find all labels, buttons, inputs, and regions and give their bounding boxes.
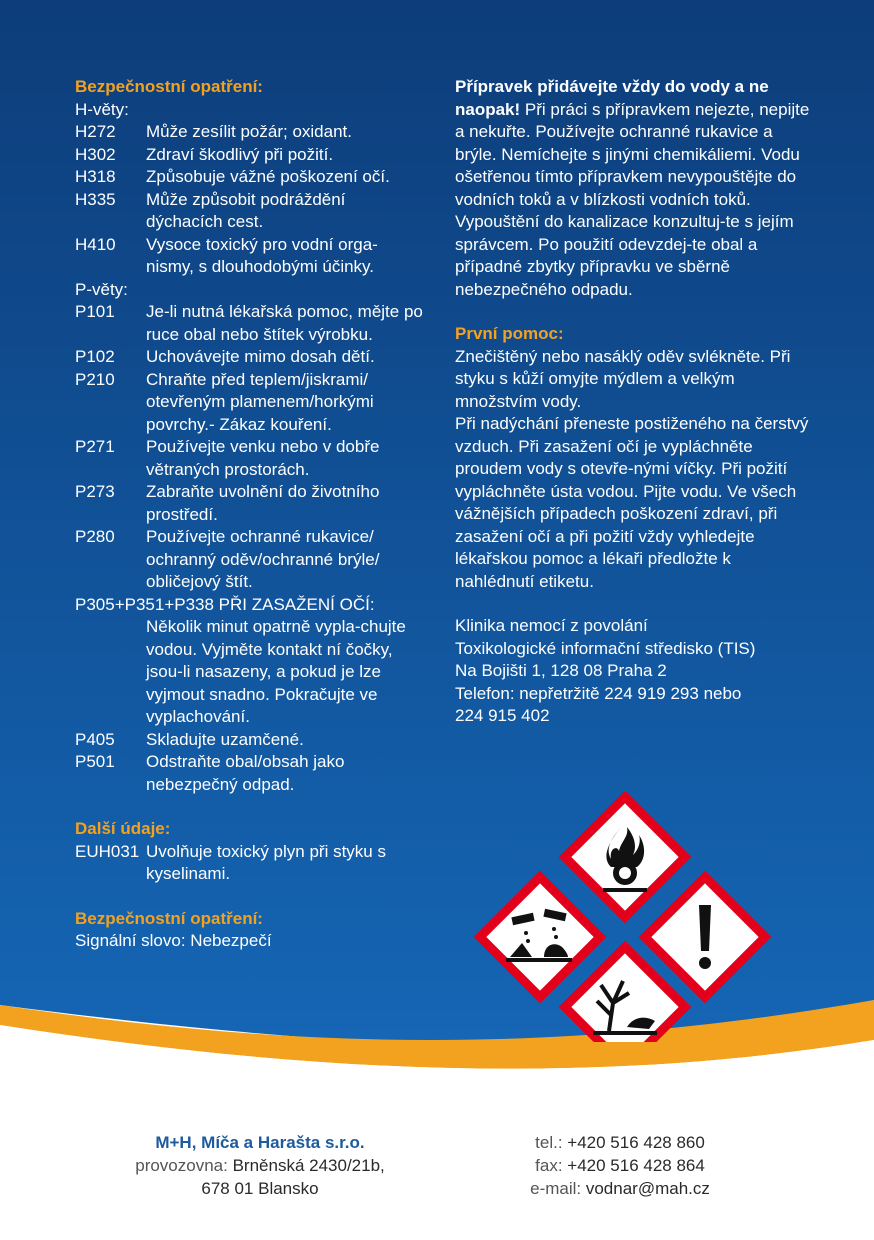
p-text: Uchovávejte mimo dosah dětí.	[146, 347, 375, 366]
p-statement	[75, 526, 425, 594]
p-statement	[75, 369, 425, 437]
company-name: M+H, Míča a Harašta s.r.o.	[155, 1133, 365, 1152]
p-code: P102	[75, 347, 115, 366]
other-info-heading: Další údaje:	[75, 819, 171, 838]
p-code: P280	[75, 527, 115, 546]
address-value: Brněnská 2430/21b,	[232, 1156, 385, 1175]
ghs-pictograms	[470, 792, 820, 1042]
h-code: H272	[75, 122, 116, 141]
p-text: Skladujte uzamčené.	[146, 729, 304, 749]
h-statement	[75, 166, 425, 189]
fax-value: +420 516 428 864	[567, 1156, 705, 1175]
h-text: Zdraví škodlivý při požití.	[146, 144, 334, 164]
intro-bold: Přípravek přidávejte vždy do vody a ne naopak!	[455, 77, 769, 119]
h-code: H318	[75, 167, 116, 186]
h-text: Způsobuje vážné poškození očí.	[146, 167, 390, 186]
h-label: H-věty:	[75, 99, 129, 119]
email-label: e-mail:	[530, 1179, 586, 1198]
h-text: Vysoce toxický pro vodní orga-nismy, s dlouhodobými účinky.	[146, 234, 378, 276]
p-text: Používejte ochranné rukavice/ ochranný oděv/ochranné brýle/ obličejový štít.	[146, 527, 380, 591]
tel-value[interactable]: +420 516 428 860	[567, 1133, 705, 1152]
first-aid-paragraph-1: Znečištěný nebo nasáklý oděv svlékněte. Při styku s kůží omyjte mýdlem a velkým množstvím vody.	[455, 346, 791, 411]
clinic-contact	[455, 615, 815, 728]
first-aid-paragraph-2: Při nadýchání přeneste postiženého na čerstvý vzduch. Při zasažení očí je vypláchněte proudem vody s otevře-nými víčky. Při požití vypláchněte ústa vodou. Pijte vodu. Ve všech vážnějších případech poškození zdraví, při zasažení očí a při požití vždy vyhledejte lékařskou pomoc a lékaři předložte k nahlédnutí etiketu.	[455, 414, 809, 591]
corrosion-icon	[480, 877, 600, 997]
h-statement-list	[75, 121, 425, 279]
h-code: H410	[75, 234, 116, 254]
address-label: provozovna:	[135, 1156, 233, 1175]
signal-word: Signální slovo: Nebezpečí	[75, 931, 272, 950]
h-statement	[75, 121, 425, 144]
h-statement	[75, 234, 425, 279]
safety-heading-2: Bezpečnostní opatření:	[75, 908, 263, 928]
first-aid-heading: První pomoc:	[455, 324, 564, 343]
p-label: P-věty:	[75, 279, 128, 299]
intro-paragraph	[455, 76, 815, 301]
p305-text: Několik minut opatrně vypla-chujte vodou. Vyjměte kontakt ní čočky, jsou-li nasazeny, a pokud je lze vyjmout snadno. Pokračujte ve vyplachování.	[146, 617, 406, 726]
h-code: H335	[75, 189, 116, 209]
p-statement	[75, 729, 425, 752]
euh-text: Uvolňuje toxický plyn při styku s kyselinami.	[146, 841, 386, 883]
h-text: Může způsobit podráždění dýchacích cest.	[146, 189, 346, 231]
p-text: Odstraňte obal/obsah jako nebezpečný odpad.	[146, 752, 345, 794]
p-text: Používejte venku nebo v dobře větraných prostorách.	[146, 437, 380, 479]
fax-label: fax:	[535, 1156, 568, 1175]
p-code: P501	[75, 752, 115, 771]
clinic-line: 224 915 402	[455, 706, 550, 725]
hazard-statements-column	[75, 76, 425, 953]
p-code: P271	[75, 437, 115, 456]
company-address	[90, 1131, 430, 1200]
p-statement	[75, 301, 425, 346]
h-text: Může zesílit požár; oxidant.	[146, 122, 352, 141]
clinic-line: Na Bojišti 1, 128 08 Praha 2	[455, 661, 667, 680]
p-code: P210	[75, 369, 115, 389]
tel-label: tel.:	[535, 1133, 568, 1152]
instructions-column	[455, 76, 815, 728]
euh-code: EUH031	[75, 841, 140, 861]
p-code: P273	[75, 482, 115, 501]
p-statement-list-end	[75, 729, 425, 797]
p-statement-list	[75, 301, 425, 594]
safety-heading: Bezpečnostní opatření:	[75, 77, 263, 96]
p-statement	[75, 481, 425, 526]
clinic-line: Telefon: nepřetržitě 224 919 293 nebo	[455, 683, 742, 703]
p-text: Je-li nutná lékařská pomoc, mějte po ruce obal nebo štítek výrobku.	[146, 302, 423, 344]
h-statement	[75, 144, 425, 167]
p305-code: P305+P351+P338 PŘI ZASAŽENÍ OČÍ:	[75, 594, 375, 614]
p-text: Zabraňte uvolnění do životního prostředí.	[146, 482, 380, 524]
p-code: P405	[75, 729, 115, 749]
h-statement	[75, 189, 425, 234]
clinic-line: Toxikologické informační středisko (TIS)	[455, 638, 756, 658]
company-contacts	[470, 1131, 770, 1200]
address-city: 678 01 Blansko	[201, 1179, 319, 1198]
intro-text: Při práci s přípravkem nejezte, nepijte a nekuřte. Používejte ochranné rukavice a brýle. Nemíchejte s jinými chemikáliemi. Vodu ošetřenou tímto přípravkem nevypouštějte do vodních toků a v blízkosti vodních toků. Vypouštění do kanalizace konzultuj-te s jejím správcem. Po použití odevzdej-te obal a případné zbytky přípravku ve sběrně nebezpečného odpadu.	[455, 99, 810, 299]
email-value[interactable]: vodnar@mah.cz	[585, 1179, 710, 1198]
p-statement	[75, 346, 425, 369]
h-code: H302	[75, 144, 116, 164]
p-statement	[75, 751, 425, 796]
clinic-line: Klinika nemocí z povolání	[455, 616, 648, 635]
p-statement	[75, 436, 425, 481]
p-code: P101	[75, 302, 115, 321]
flame-over-circle-icon	[565, 797, 685, 917]
euh-statement	[75, 841, 425, 886]
p-text: Chraňte před teplem/jiskrami/ otevřeným plamenem/horkými povrchy.- Zákaz kouření.	[146, 369, 374, 434]
